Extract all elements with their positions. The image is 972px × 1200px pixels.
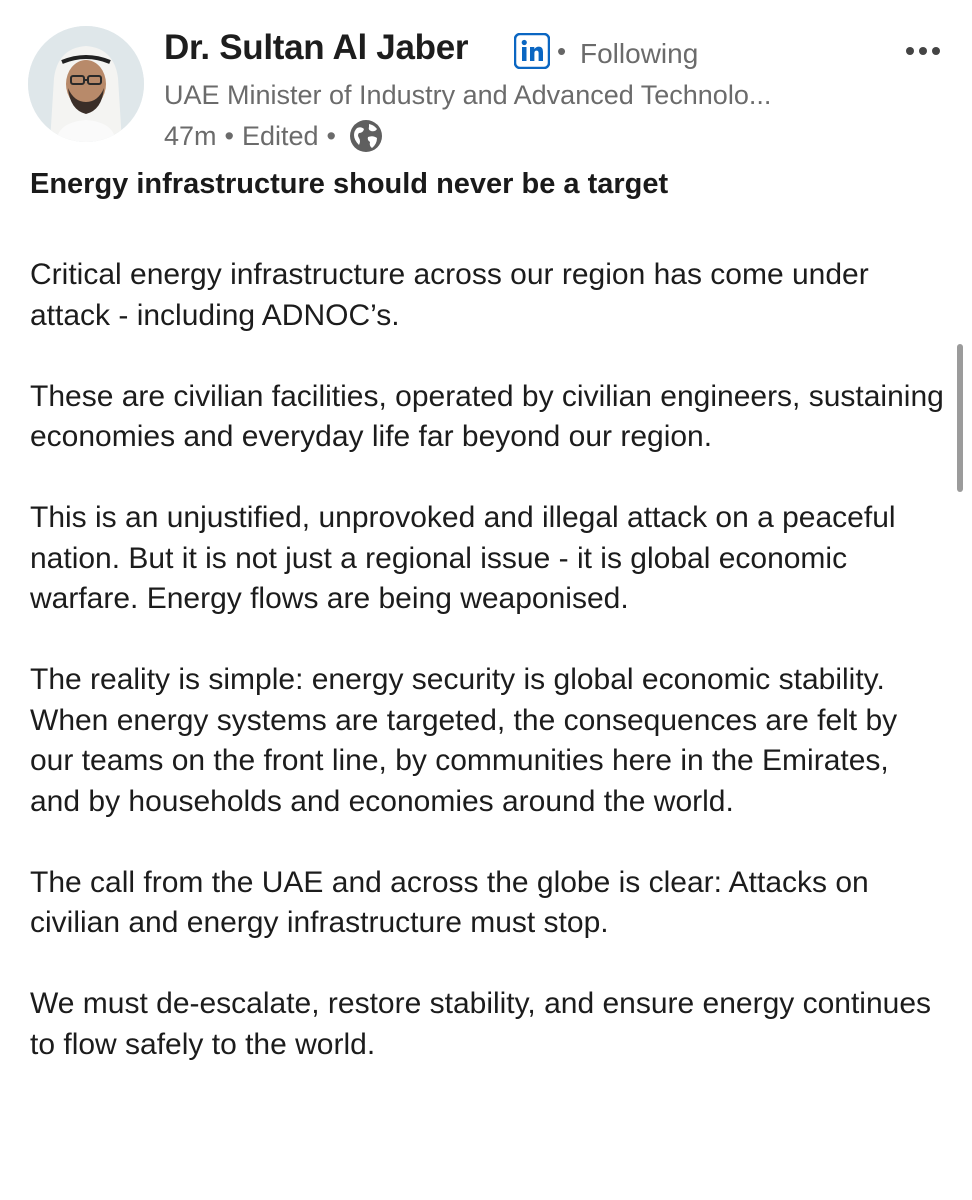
post-paragraph: This is an unjustified, unprovoked and illegal attack on a peaceful nation. But it is not just a regional issue - it is global economic warfare. Energy flows are being weaponised.	[30, 501, 896, 615]
separator-dot: •	[224, 120, 234, 151]
separator-dot: •	[557, 36, 567, 66]
post-paragraph: We must de-escalate, restore stability, and ensure energy continues to flow safely to the world.	[30, 987, 932, 1061]
globe-icon	[348, 118, 384, 154]
follow-status[interactable]: Following	[580, 38, 699, 69]
post-meta	[164, 118, 384, 154]
post-paragraph: These are civilian facilities, operated by civilian engineers, sustaining economies and everyday life far beyond our region.	[30, 379, 944, 453]
post-time: 47m	[164, 120, 217, 151]
post-paragraph: The reality is simple: energy security is global economic stability. When energy systems are targeted, the consequences are felt by our teams on the front line, by communities here in the Emirates, and by households and economies around the world.	[30, 663, 898, 818]
more-options-dot	[919, 47, 927, 55]
post-paragraph: The call from the UAE and across the globe is clear: Attacks on civilian and energy infrastructure must stop.	[30, 865, 869, 939]
post-title: Energy infrastructure should never be a target	[30, 168, 669, 200]
avatar-photo	[28, 26, 144, 142]
linkedin-icon	[514, 33, 550, 69]
author-headline: UAE Minister of Industry and Advanced Technolo...	[164, 80, 772, 110]
edited-label: Edited	[241, 120, 319, 151]
avatar[interactable]	[28, 26, 144, 142]
separator-dot: •	[326, 120, 336, 151]
more-options-dot	[932, 47, 940, 55]
post-paragraph: Critical energy infrastructure across our region has come under attack - including ADNOC’s.	[30, 258, 869, 332]
scrollbar[interactable]	[957, 344, 963, 492]
more-options-icon	[906, 47, 914, 55]
post-header	[0, 0, 972, 160]
author-name[interactable]: Dr. Sultan Al Jaber	[164, 28, 469, 67]
more-options-button[interactable]	[900, 36, 946, 66]
post-body	[30, 255, 945, 1106]
